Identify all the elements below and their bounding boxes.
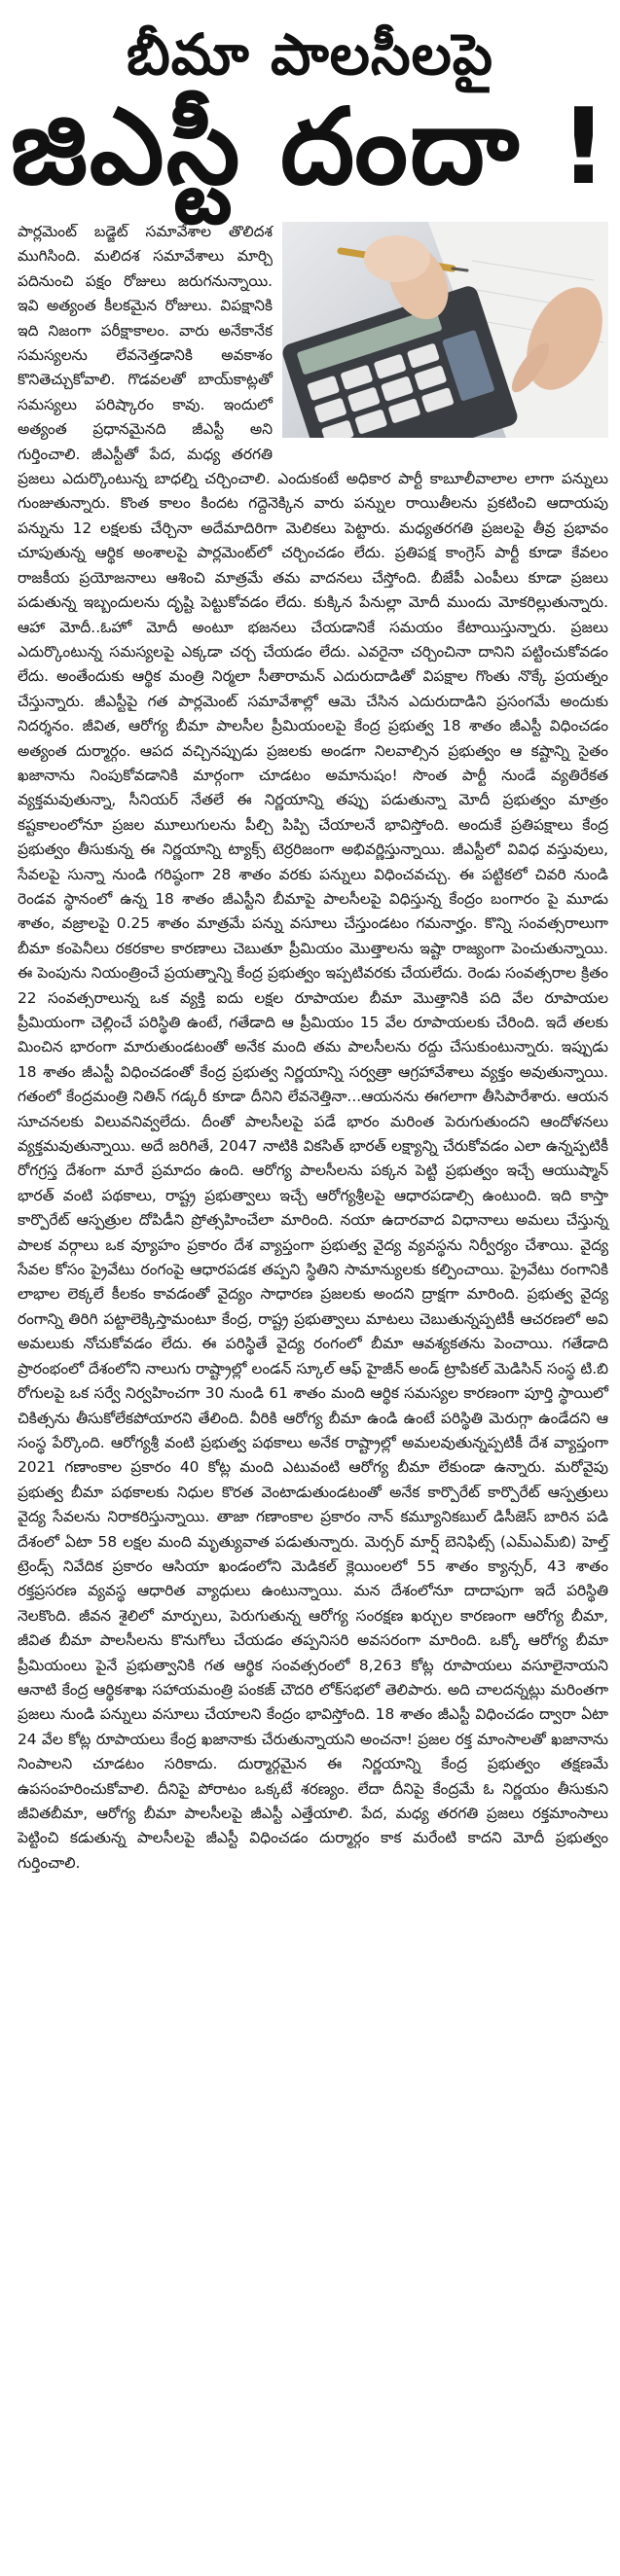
- article-paragraph: పార్లమెంట్ బడ్జెట్ సమావేశాల తొలిదశ ముగిసింది. మలిదశ సమావేశాలు మార్చి పదినుంచి పక్షం రోజులు జరుగనున్నాయి. ఇవి అత్యంత కీలకమైన రోజులు. విపక్షానికి ఇది నిజంగా పరీక్షాకాలం. వారు అనేకానేక సమస్యలను లేవనెత్తడానికి అవకాశం కొనితెచ్చుకోవాలి. గొడవలతో బాయ్‌కాట్లతో సమస్యలు పరిష్కారం కావు. ఇందులో అత్యంత ప్రధానమైనది జీఎస్టీ అని గుర్తించాలి. జీఎస్టీతో పేద, మధ్య తరగతి ప్రజలు ఎదుర్కొంటున్న బాధల్ని చర్చించాలి. ఎందుకంటే అధికార పార్టీ కాబూలీవాలాల లాగా పన్నులు గుంజుతున్నారు. కొంత కాలం కిందట గద్దెనెక్కిన వారు పన్నుల రాయితీలను ప్రకటించి ఆదాయపు పన్నును 12 లక్షలకు చేర్చినా అదేమాదిరిగా మెలికలు పెట్టారు. మధ్యతరగతి ప్రజలపై తీవ్ర ప్రభావం చూపుతున్న ఆర్థిక అంశాలపై పార్లమెంట్‌లో చర్చించడం లేదు. ప్రతిపక్ష కాంగ్రెస్ పార్టీ కూడా కేవలం రాజకీయ ప్రయోజనాలు ఆశించి మాత్రమే తమ వాదనలు చేస్తోంది. బీజేపీ ఎంపీలు కూడా ప్రజలు పడుతున్న ఇబ్బందులను దృష్టి పెట్టుకోవడం లేదు. కుక్కిన పేనుల్లా మోదీ ముందు మోకరిల్లుతున్నారు. ఆహా మోదీ..ఓహో మోదీ అంటూ భజనలు చేయడానికే సమయం కేటాయిస్తున్నారు. ప్రజలు ఎదుర్కొంటున్న సమస్యలపై ఎక్కడా చర్చ చేయడం లేదు. ఎవరైనా చర్చించినా దానిని పట్టించుకోవడం లేదు. అంతేందుకు ఆర్థిక మంత్రి నిర్మలా సీతారామన్ ఎదురుదాడితో విపక్షాల గొంతు నొక్కే ప్రయత్నం చేస్తున్నారు. జీఎస్టీపై గత పార్లమెంట్ సమావేశాల్లో ఆమె చేసిన ఎదురుదాడిని ప్రసంగమే అందుకు నిదర్శనం. జీవిత, ఆరోగ్య బీమా పాలసీల ప్రీమియంలపై కేంద్ర ప్రభుత్వ 18 శాతం జీఎస్టీ విధించడం అత్యంత దుర్మార్గం. ఆపద వచ్చినప్పుడు ప్రజలకు అండగా నిలవాల్సిన ప్రభుత్వం ఆ కష్టాన్ని సైతం ఖజానాను నింపుకోవడానికి మార్గంగా చూడటం అమానుషం! సొంత పార్టీ నుండే వ్యతిరేకత వ్యక్తమవుతున్నా, సీనియర్ నేతలే ఈ నిర్ణయాన్ని తప్పు పడుతున్నా మోదీ ప్రభుత్వం మాత్రం కష్టకాలంలోనూ ప్రజల మూలుగులను పీల్చి పిప్పి చేయాలనే భావిస్తోంది. అందుకే ప్రతిపక్షాలు కేంద్ర ప్రభుత్వం తీసుకున్న ఈ నిర్ణయాన్ని ట్యాక్స్ టెర్రరిజంగా అభివర్ణిస్తున్నాయి. జీఎస్టీలో వివిధ వస్తువులు, సేవలపై సున్నా నుండి గరిష్ఠంగా 28 శాతం వరకు పన్నులు విధించవచ్చు. ఈ పట్టికలో చివరి నుండి రెండవ స్థానంలో ఉన్న 18 శాతం జీఎస్టీని బీమాపై పాలసీలపై విధిస్తున్న కేంద్రం బంగారం పై మూడు శాతం, వజ్రాలపై 0.25 శాతం మాత్రమే పన్ను వసూలు చేస్తుండటం గమనార్హం. కొన్ని సంవత్సరాలుగా బీమా కంపెనీలు రకరకాల కారణాలు చెబుతూ ప్రీమియం మొత్తాలను ఇష్టా రాజ్యంగా పెంచుతున్నాయి. ఈ పెంపును నియంత్రించే ప్రయత్నాన్ని కేంద్ర ప్రభుత్వం ఇప్పటివరకు చేయలేదు. రెండు సంవత్సరాల క్రితం 22 సంవత్సరాలున్న ఒక వ్యక్తి ఐదు లక్షల రూపాయల బీమా మొత్తానికి పది వేల రూపాయల ప్రీమియంగా చెల్లించే పరిస్థితి ఉంటే, గతేడాది ఆ ప్రీమియం 15 వేల రూపాయలకు చేరింది. ఇదే తలకు మించిన భారంగా మారుతుండటంతో అనేక మంది తమ పాలసీలను రద్దు చేసుకుంటున్నారు. ఇప్పుడు 18 శాతం జీఎస్టీ విధించడంతో కేంద్ర ప్రభుత్వ నిర్ణయాన్ని సర్వత్రా ఆగ్రహావేశాలు వ్యక్తం అవుతున్నాయి. గతంలో కేంద్రమంత్రి నితిన్ గడ్కరీ కూడా దీనిని లేవనెత్తినా...ఆయనను ఈగలాగా తీసిపారేశారు. ఆయన సూచనలకు విలువనివ్వలేదు. దీంతో పాలసీలపై పడే భారం మరింత పెరుగుతుందని ఆందోళనలు వ్యక్తమవుతున్నాయి. అదే జరిగితే, 2047 నాటికి వికసిత్ భారత్ లక్ష్యాన్ని చేరుకోవడం ఎలా ఉన్నప్పటికీ రోగగ్రస్త దేశంగా మారే ప్రమాదం ఉంది. ఆరోగ్య పాలసీలను పక్కన పెట్టి ప్రభుత్వం ఇచ్చే ఆయుష్మాన్ భారత్ వంటి పథకాలు, రాష్ట్ర ప్రభుత్వాలు ఇచ్చే ఆరోగ్యశ్రీలపై ఆధారపడాల్సి ఉంటుంది. ఇది కాస్తా కార్పొరేట్ ఆస్పత్రుల దోపిడీని ప్రోత్సహించేలా మారింది. నయా ఉదారవాద విధానాలు అమలు చేస్తున్న పాలక వర్గాలు ఒక వ్యూహం ప్రకారం దేశ వ్యాప్తంగా ప్రభుత్వ వైద్య వ్యవస్థను నిర్వీర్యం చేశాయి. వైద్య సేవల కోసం ప్రైవేటు రంగంపై ఆధారపడక తప్పని స్థితిని సామాన్యులకు కల్పించాయి. ప్రైవేటు రంగానికి లాభాల లెక్కలే కీలకం కావడంతో వైద్యం సాధారణ ప్రజలకు అందని ద్రాక్షగా మారింది. ప్రభుత్వ వైద్య రంగాన్ని తిరిగి పట్టాలెక్కిస్తామంటూ కేంద్ర, రాష్ట్ర ప్రభుత్వాలు మాటలు చెబుతున్నప్పటికీ ఆచరణలో అవి అమలుకు నోచుకోవడం లేదు. ఈ పరిస్థితే వైద్య రంగంలో బీమా ఆవశ్యకతను పెంచాయి. గతేడాది ప్రారంభంలో దేశంలోని నాలుగు రాష్ట్రాల్లో లండన్ స్కూల్ ఆఫ్ హైజీన్ అండ్ ట్రాపికల్ మెడిసిన్ సంస్థ టి.బి రోగులపై ఒక సర్వే నిర్వహించగా 30 నుండి 61 శాతం మంది ఆర్థిక సమస్యల కారణంగా పూర్తి స్థాయిలో చికిత్సను తీసుకోలేకపోయారని తేలింది. వీరికి ఆరోగ్య బీమా ఉండి ఉంటే పరిస్థితి మెరుగ్గా ఉండేదని ఆ సంస్థ పేర్కొంది. ఆరోగ్యశ్రీ వంటి ప్రభుత్వ పథకాలు అనేక రాష్ట్రాల్లో అమలవుతున్నప్పటికీ దేశ వ్యాప్తంగా 2021 గణాంకాల ప్రకారం 40 కోట్ల మంది ఎటువంటి ఆరోగ్య బీమా లేకుండా ఉన్నారు. మరోవైపు ప్రభుత్వ బీమా పథకాలకు నిధుల కొరత వెంటాడుతుండటంతో అనేక కార్పొరేట్ కార్పొరేట్ ఆస్పత్రులు వైద్య సేవలను నిరాకరిస్తున్నాయి. తాజా గణాంకాల ప్రకారం నాన్ కమ్యూనికబుల్ డిసీజెస్ బారిన పడి దేశంలో ఏటా 58 లక్షల మంది మృత్యువాత పడుతున్నారు. మెర్సర్ మార్ష్ బెనిఫిట్స్ (ఎమ్ఎమ్‌బి) హెల్త్ ట్రెండ్స్ నివేదిక ప్రకారం ఆసియా ఖండంలోని మెడికల్ క్లెయింలలో 55 శాతం క్యాన్సర్, 43 శాతం రక్తప్రసరణ వ్యవస్థ ఆధారిత వ్యాధులు ఉంటున్నాయి. మన దేశంలోనూ దాదాపుగా ఇదే పరిస్థితి నెలకొంది. జీవన శైలిలో మార్పులు, పెరుగుతున్న ఆరోగ్య సంరక్షణ ఖర్చుల కారణంగా ఆరోగ్య బీమా, జీవిత బీమా పాలసీలను కొనుగోలు చేయడం తప్పనిసరి అవసరంగా మారింది. ఒక్కో ఆరోగ్య బీమా ప్రీమియంలు పైనే ప్రభుత్వానికి గత ఆర్థిక సంవత్సరంలో 8,263 కోట్ల రూపాయలు వసూలైనాయని ఆనాటి కేంద్ర ఆర్థికశాఖ సహాయమంత్రి పంకజ్ చౌదరి లోక్‌సభలో తెలిపారు. అది చాలదన్నట్లు మరింతగా ప్రజలు నుండి పన్నులు వసూలు చేయాలని కేంద్రం భావిస్తోంది. 18 శాతం జీఎస్టీ విధించడం ద్వారా ఏటా 24 వేల కోట్ల రూపాయలు కేంద్ర ఖజానాకు చేరుతున్నాయని అంచనా! ప్రజల రక్త మాంసాలతో ఖజానాను నింపాలని చూడటం సరికాదు. దుర్మార్గమైన ఈ నిర్ణయాన్ని కేంద్ర ప్రభుత్వం తక్షణమే ఉపసంహరించుకోవాలి. దీనిపై పోరాటం ఒక్కటే శరణ్యం. లేదా దీనిపై కేంద్రమే ఓ నిర్ణయం తీసుకుని జీవితబీమా, ఆరోగ్య బీమా పాలసీలపై జీఎస్టీ ఎత్తేయాలి. పేద, మధ్య తరగతి ప్రజలు రక్తమాంసాలు పెట్టించి కడుతున్న పాలసీలపై జీఎస్టీ విధించడం దుర్మార్గం కాక మరేంటి కాదని మోదీ ప్రభుత్వం గుర్తించాలి.: [18, 223, 608, 1872]
- article-body: [18, 220, 608, 1876]
- headline-line-2: జిఎస్టీ దందా !: [10, 87, 610, 208]
- headline-line-1: బీమా పాలసీలపై: [127, 21, 493, 88]
- calculator-hand-photo-icon: [282, 222, 608, 438]
